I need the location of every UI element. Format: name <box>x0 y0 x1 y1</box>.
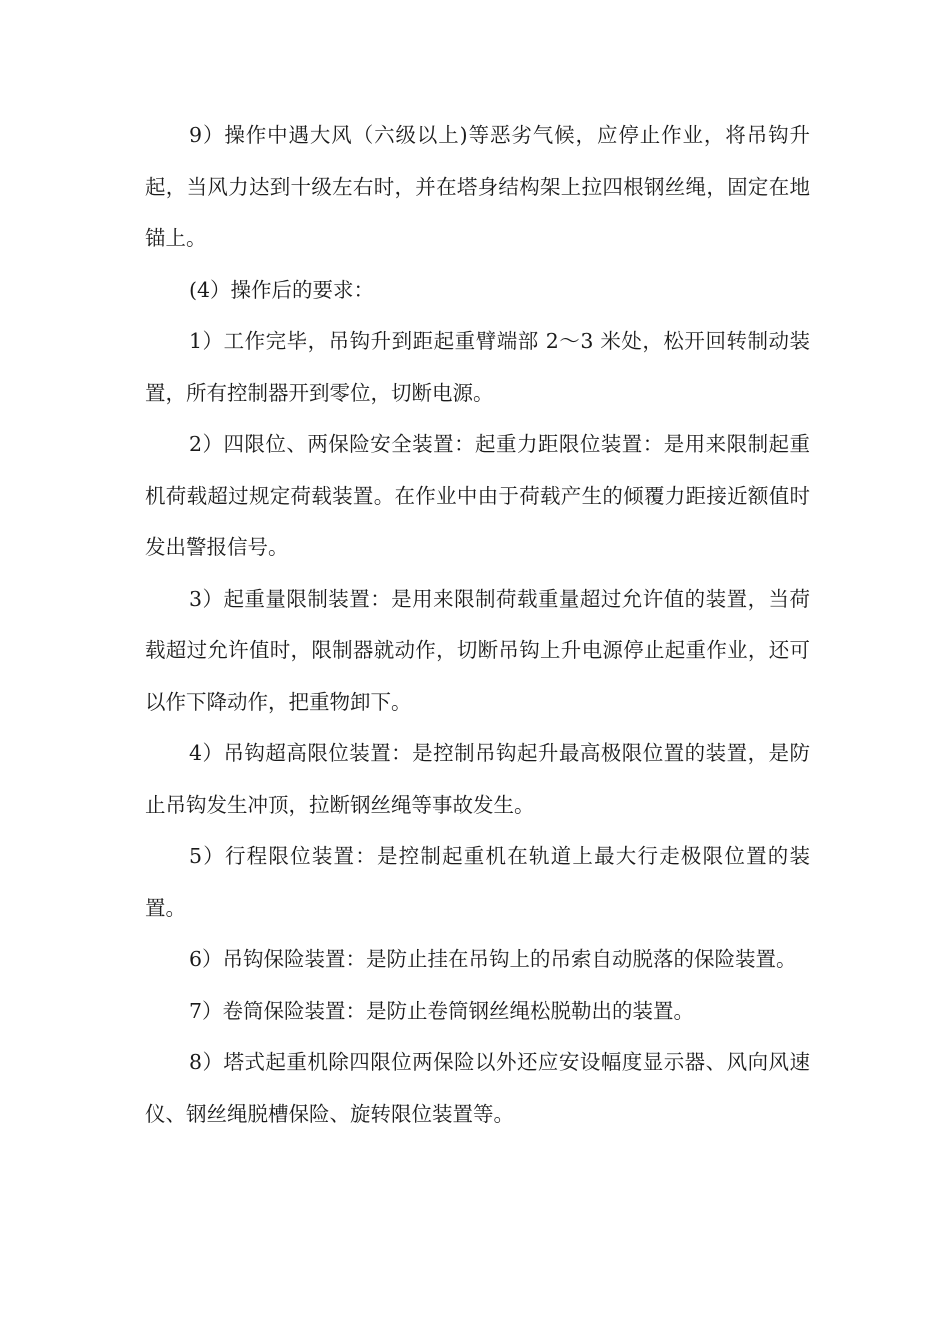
paragraph-item-5-travel-limit: 5）行程限位装置：是控制起重机在轨道上最大行走极限位置的装置。 <box>145 844 810 920</box>
paragraph-item-3-load-limiter: 3）起重量限制装置：是用来限制荷载重量超过允许值的装置，当荷载超过允许值时，限制器就动作，切断吊钩上升电源停止起重作业，还可以作下降动作，把重物卸下。 <box>145 586 810 714</box>
paragraph-item-9-wind: 9）操作中遇大风（六级以上)等恶劣气候，应停止作业，将吊钩升起，当风力达到十级左右时，并在塔身结构架上拉四根钢丝绳，固定在地锚上。 <box>145 123 810 250</box>
paragraph-item-6-hook-safety: 6）吊钩保险装置：是防止挂在吊钩上的吊索自动脱落的保险装置。 <box>189 947 797 971</box>
section-heading-after-operation: (4）操作后的要求： <box>189 277 375 302</box>
paragraph-item-8-additional-devices: 8）塔式起重机除四限位两保险以外还应安设幅度显示器、风向风速仪、钢丝绳脱槽保险、旋转限位装置等。 <box>145 1050 810 1126</box>
paragraph-item-2-limit-devices: 2）四限位、两保险安全装置：起重力距限位装置：是用来限制起重机荷载超过规定荷载装置。在作业中由于荷载产生的倾覆力距接近额值时发出警报信号。 <box>145 432 810 559</box>
paragraph-item-4-hook-height-limit: 4）吊钩超高限位装置：是控制吊钩起升最高极限位置的装置，是防止吊钩发生冲顶，拉断钢丝绳等事故发生。 <box>145 741 810 817</box>
paragraph-item-7-drum-safety: 7）卷筒保险装置：是防止卷筒钢丝绳松脱勒出的装置。 <box>189 998 695 1023</box>
paragraph-item-1-work-complete: 1）工作完毕，吊钩升到距起重臂端部 2～3 米处，松开回转制动装置，所有控制器开到零位，切断电源。 <box>145 329 810 405</box>
document-body <box>145 110 810 1140</box>
